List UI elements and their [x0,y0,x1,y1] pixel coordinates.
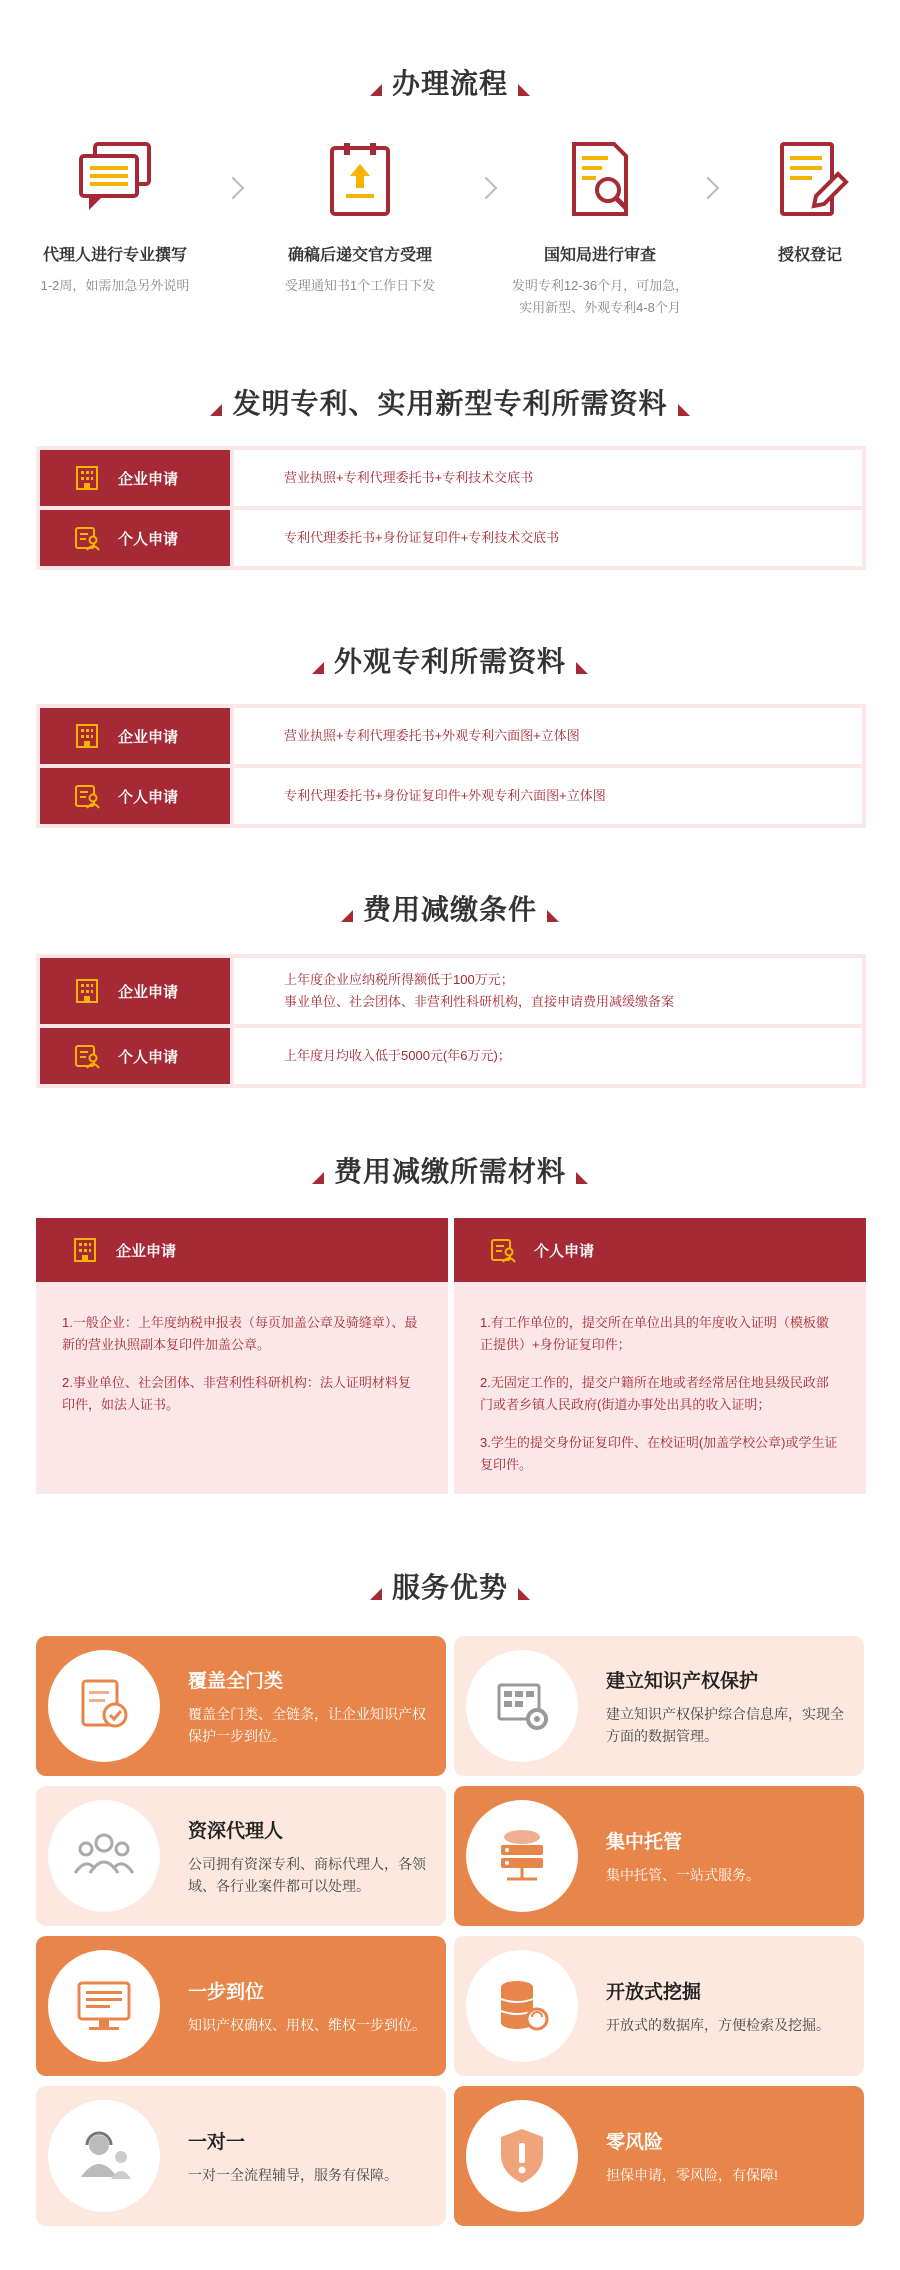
table-row [40,708,862,764]
enterprise-column [36,1218,448,1494]
advantage-title: 开放式挖掘 [606,1981,702,2003]
building-icon [74,465,100,491]
person-card-icon [74,525,100,551]
advantage-card [454,1936,864,2076]
table-row [40,510,862,566]
table-row [40,1028,862,1084]
person-card-icon [490,1237,516,1263]
advantage-desc: 建立知识产权保护综合信息库，实现全方面的数据管理。 [606,1705,844,1744]
fee-section-title: 费用减缴条件 [0,888,900,928]
column-header: 企业申请 [36,1218,448,1282]
row-value: 营业执照+专利代理委托书+外观专利六面图+立体图 [234,708,862,764]
row-value: 上年度月均收入低于5000元(年6万元)； [234,1028,862,1084]
support-person-icon [48,2100,160,2212]
advantage-desc: 知识产权确权、用权、维权一步到位。 [188,2016,426,2033]
people-group-icon [48,1800,160,1912]
step-desc: 受理通知书1个工作日下发 [284,278,436,293]
document-check-icon [48,1650,160,1762]
advantage-title: 资深代理人 [188,1820,284,1842]
advantage-card [454,2086,864,2226]
advantage-title: 建立知识产权保护 [606,1670,759,1692]
step-desc: 1-2周，如需加急另外说明 [40,278,190,293]
list-item: 1.有工作单位的，提交所在单位出具的年度收入证明（模板徽正提供）+身份证复印件； [480,1315,829,1352]
column-body [454,1282,866,1476]
fee-material-section-title: 费用减缴所需材料 [0,1150,900,1190]
row-value: 上年度企业应纳税所得额低于100万元； 事业单位、社会团体、非营利性科研机构，直接申请费用减缓缴备案 [234,958,862,1024]
advantage-card [36,1636,446,1776]
advantage-title: 一对一 [188,2131,246,2153]
row-label: 企业申请 [40,708,230,764]
advantage-desc: 公司拥有资深专利、商标代理人，各领域、各行业案件都可以处理。 [188,1855,426,1894]
design-materials-table [36,704,866,828]
row-label: 个人申请 [40,1028,230,1084]
row-label: 企业申请 [40,958,230,1024]
chevron-right-icon [222,177,245,200]
table-row [40,450,862,506]
row-value: 专利代理委托书+身份证复印件+专利技术交底书 [234,510,862,566]
advantage-desc: 开放式的数据库，方便检索及挖掘。 [606,2016,830,2033]
personal-column [454,1218,866,1494]
building-icon [74,723,100,749]
building-icon [72,1237,98,1263]
row-value: 专利代理委托书+身份证复印件+外观专利六面图+立体图 [234,768,862,824]
list-item: 3.学生的提交身份证复印件、在校证明(加盖学校公章)或学生证复印件。 [480,1435,838,1472]
monitor-icon [48,1950,160,2062]
advantage-title: 集中托管 [606,1831,683,1853]
step-title: 确稿后递交官方受理 [287,247,432,264]
table-row [40,768,862,824]
building-icon [74,978,100,1004]
database-refresh-icon [466,1950,578,2062]
document-search-icon [560,140,640,220]
process-step-2 [250,140,470,297]
advantage-desc: 担保申请，零风险，有保障! [606,2166,778,2183]
title-decoration-left [370,84,382,96]
row-label: 企业申请 [40,450,230,506]
person-card-icon [74,1043,100,1069]
advantage-title: 零风险 [606,2131,664,2153]
advantage-title: 一步到位 [188,1981,265,2003]
upload-clipboard-icon [320,140,400,220]
step-title: 国知局进行审查 [543,247,656,264]
row-label: 个人申请 [40,510,230,566]
invention-section-title: 发明专利、实用新型专利所需资料 [0,382,900,422]
title-decoration-right [518,84,530,96]
document-pen-icon [770,140,850,220]
server-icon [466,1800,578,1912]
list-item: 2.无固定工作的，提交户籍所在地或者经常居住地县级民政部门或者乡镇人民政府(街道办事处出具的收入证明； [480,1375,829,1412]
advantage-card [36,2086,446,2226]
advantage-card [36,1936,446,2076]
step-title: 代理人进行专业撰写 [42,247,187,264]
list-item: 1.一般企业：上年度纳税申报表（每页加盖公章及骑缝章）、最新的营业执照副本复印件加盖公章。 [62,1315,418,1352]
list-item: 2.事业单位、社会团体、非营利性科研机构：法人证明材料复印件，如法人证书。 [62,1375,411,1412]
database-gear-icon [466,1650,578,1762]
advantage-desc: 集中托管、一站式服务。 [606,1866,760,1883]
advantage-card [36,1786,446,1926]
fee-conditions-table [36,954,866,1088]
person-card-icon [74,783,100,809]
process-step-4 [700,140,900,275]
fee-materials-columns [36,1218,866,1494]
table-row [40,958,862,1024]
advantage-desc: 一对一全流程辅导，服务有保障。 [188,2166,398,2183]
shield-alert-icon [466,2100,578,2212]
row-label: 个人申请 [40,768,230,824]
column-body [36,1282,448,1416]
column-header: 个人申请 [454,1218,866,1282]
chat-bubbles-icon [75,140,155,220]
process-step-3 [490,140,710,319]
advantage-desc: 覆盖全门类、全链条，让企业知识产权保护一步到位。 [188,1705,426,1744]
process-flow [0,140,900,340]
step-title: 授权登记 [777,247,842,264]
advantage-card [454,1786,864,1926]
invention-materials-table [36,446,866,570]
process-section-title: 办理流程 [0,62,900,102]
process-step-1 [5,140,225,297]
row-value: 营业执照+专利代理委托书+专利技术交底书 [234,450,862,506]
advantage-card [454,1636,864,1776]
advantage-title: 覆盖全门类 [188,1670,284,1692]
step-desc: 发明专利12-36个月，可加急，实用新型、外观专利4-8个月 [511,278,689,315]
design-section-title: 外观专利所需资料 [0,640,900,680]
advantage-section-title: 服务优势 [0,1566,900,1606]
